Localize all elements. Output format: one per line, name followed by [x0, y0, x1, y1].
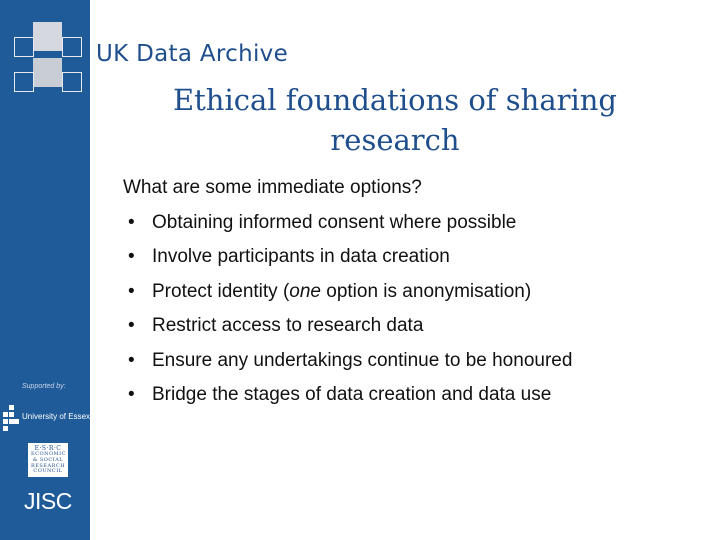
bullet-glyph: • [128, 280, 135, 302]
university-of-essex-label: University of Essex [22, 412, 91, 421]
bullet-item [123, 280, 708, 315]
logo-square-top [33, 22, 62, 51]
esrc-logo [28, 443, 68, 477]
logo-square-lower-left [14, 72, 34, 92]
jisc-logo: JISC [24, 488, 72, 514]
bullet-glyph: • [128, 246, 135, 267]
bullet-text: Obtaining informed consent where possible [152, 211, 517, 233]
slide-title [140, 80, 650, 160]
university-of-essex-logo-icon [3, 405, 19, 431]
esrc-logo-line: E·S·R·C [34, 445, 62, 452]
brand-name: UK Data Archive [96, 41, 289, 67]
esrc-logo-line: ECONOMIC [31, 451, 66, 457]
bullet-item [123, 314, 708, 349]
emphasis-text: one [289, 280, 321, 302]
bullet-item [123, 383, 708, 418]
esrc-logo-line: COUNCIL [33, 468, 63, 475]
logo-square-lower-right [62, 72, 82, 92]
supported-by-label: Supported by: [22, 383, 66, 390]
bullet-text: Involve participants in data creation [152, 246, 450, 267]
bullet-item [123, 245, 708, 280]
logo-square-left [14, 37, 34, 57]
bullet-text: Restrict access to research data [152, 315, 424, 336]
bullet-item [123, 211, 708, 246]
bullet-text: Protect identity (one option is anonymisation) [152, 280, 532, 302]
bullet-glyph: • [128, 384, 135, 405]
esrc-logo-line: & SOCIAL [32, 456, 64, 463]
bullet-glyph: • [128, 315, 135, 336]
logo-square-right [62, 37, 82, 57]
slide-title-line: Ethical foundations of sharing [172, 83, 617, 117]
bullet-text: Ensure any undertakings continue to be honoured [152, 349, 573, 371]
sidebar-band [0, 0, 90, 540]
bullet-item [123, 349, 708, 384]
bullet-glyph: • [128, 211, 135, 233]
esrc-logo-line: RESEARCH [31, 462, 66, 469]
logo-square-bottom [33, 58, 62, 87]
slide-title-line: research [330, 123, 460, 157]
bullet-text: Bridge the stages of data creation and data use [152, 384, 552, 405]
slide-body [123, 176, 708, 418]
bullet-glyph: • [128, 349, 135, 371]
intro-question: What are some immediate options? [123, 177, 422, 198]
